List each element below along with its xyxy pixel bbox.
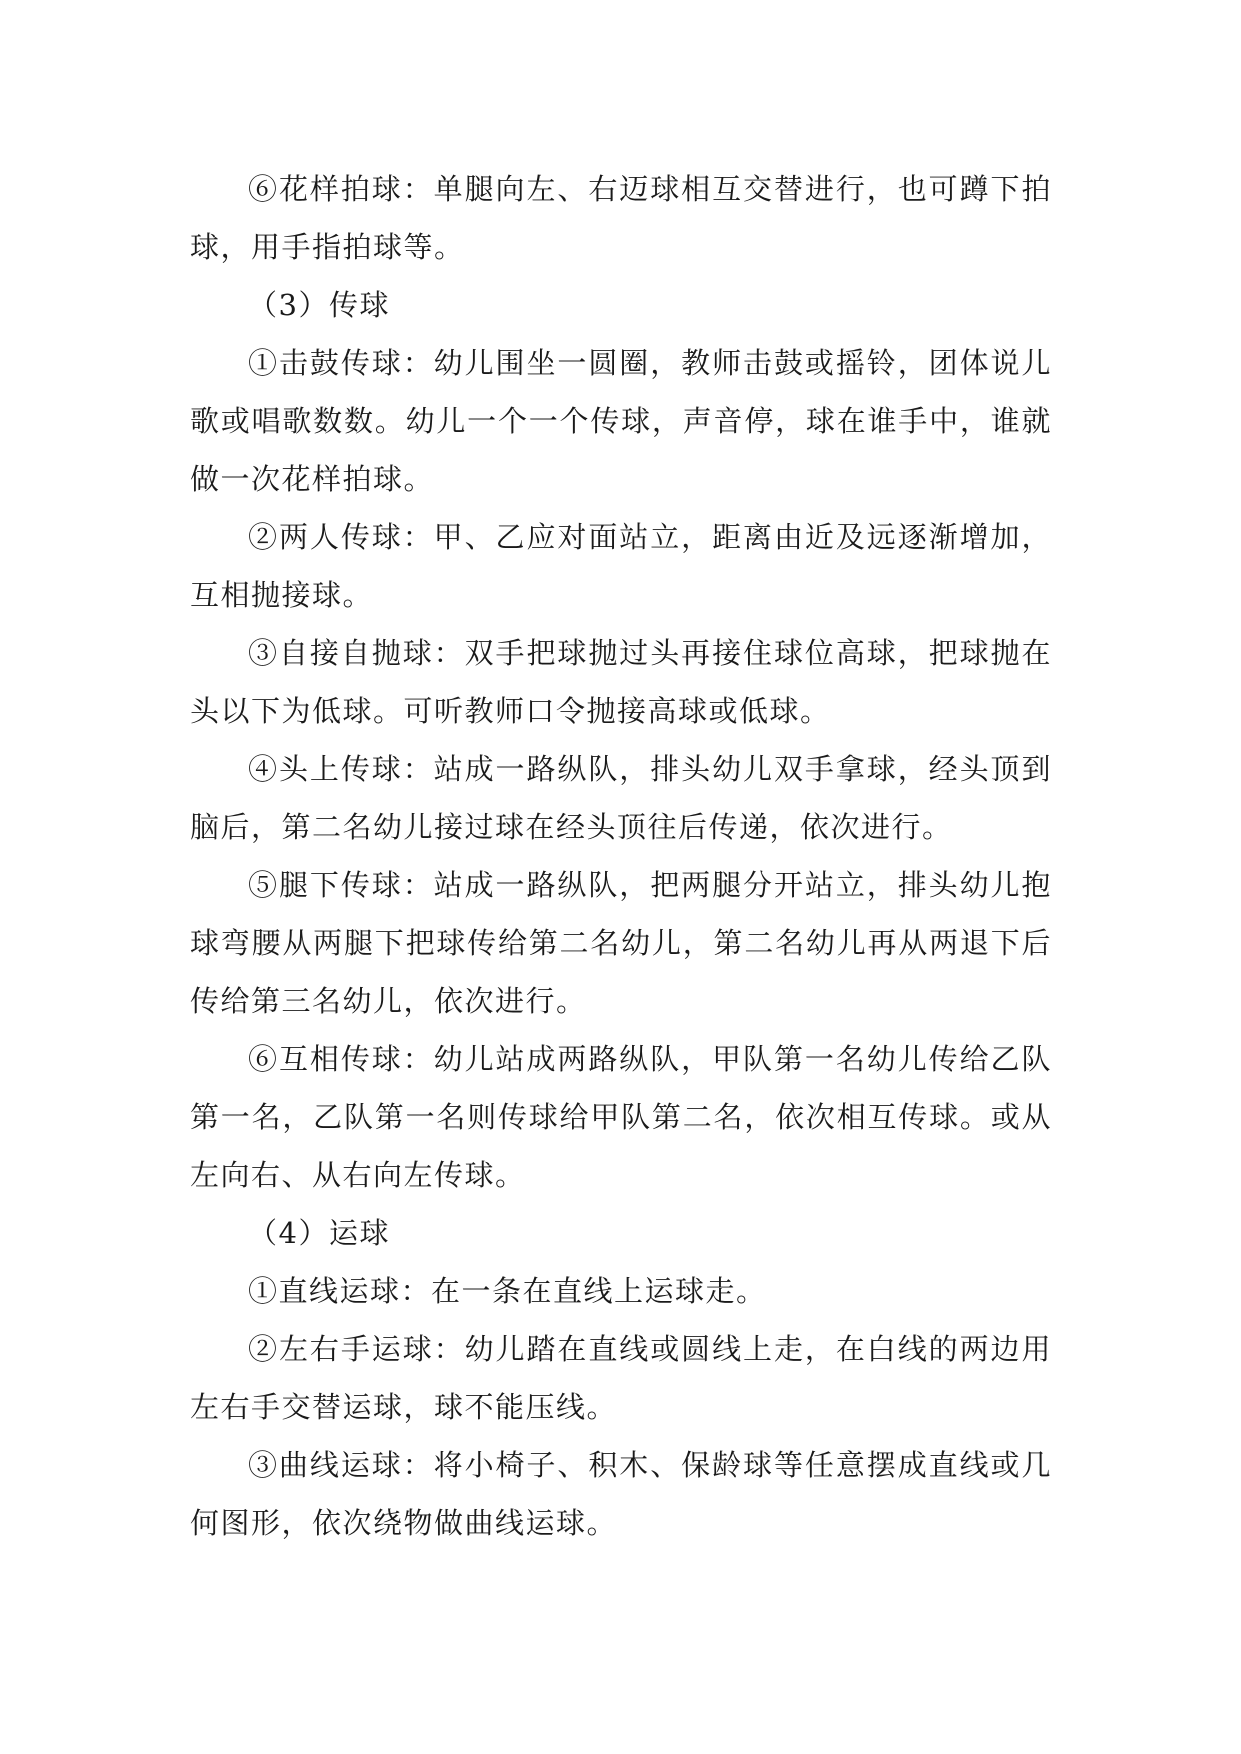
paragraph-drum-pass: ①击鼓传球：幼儿围坐一圆圈，教师击鼓或摇铃，团体说儿歌或唱歌数数。幼儿一个一个传球，声音停，球在谁手中，谁就做一次花样拍球。 [190, 346, 1052, 496]
section-heading-dribbling: （4）运球 [248, 1216, 390, 1250]
document-body [190, 160, 1052, 1552]
paragraph-overhead-pass: ④头上传球：站成一路纵队，排头幼儿双手拿球，经头顶到脑后，第二名幼儿接过球在经头顶往后传递，依次进行。 [190, 752, 1052, 844]
paragraph-straight-dribble: ①直线运球：在一条在直线上运球走。 [248, 1274, 767, 1308]
paragraph-mutual-pass: ⑥互相传球：幼儿站成两路纵队，甲队第一名幼儿传给乙队第一名，乙队第一名则传球给甲队第二名，依次相互传球。或从左向右、从右向左传球。 [190, 1042, 1052, 1192]
paragraph-curve-dribble: ③曲线运球：将小椅子、积木、保龄球等任意摆成直线或几何图形，依次绕物做曲线运球。 [190, 1448, 1052, 1540]
paragraph-alternate-hand-dribble: ②左右手运球：幼儿踏在直线或圆线上走，在白线的两边用左右手交替运球，球不能压线。 [190, 1332, 1052, 1424]
paragraph-self-toss: ③自接自抛球：双手把球抛过头再接住球位高球，把球抛在头以下为低球。可听教师口令抛接高球或低球。 [190, 636, 1052, 728]
section-heading-passing: （3）传球 [248, 288, 390, 322]
paragraph-pair-pass: ②两人传球：甲、乙应对面站立，距离由近及远逐渐增加，互相抛接球。 [190, 520, 1052, 612]
paragraph-fancy-bounce: ⑥花样拍球：单腿向左、右迈球相互交替进行，也可蹲下拍球，用手指拍球等。 [190, 172, 1052, 264]
paragraph-under-leg-pass: ⑤腿下传球：站成一路纵队，把两腿分开站立，排头幼儿抱球弯腰从两腿下把球传给第二名幼儿，第二名幼儿再从两退下后传给第三名幼儿，依次进行。 [190, 868, 1052, 1018]
